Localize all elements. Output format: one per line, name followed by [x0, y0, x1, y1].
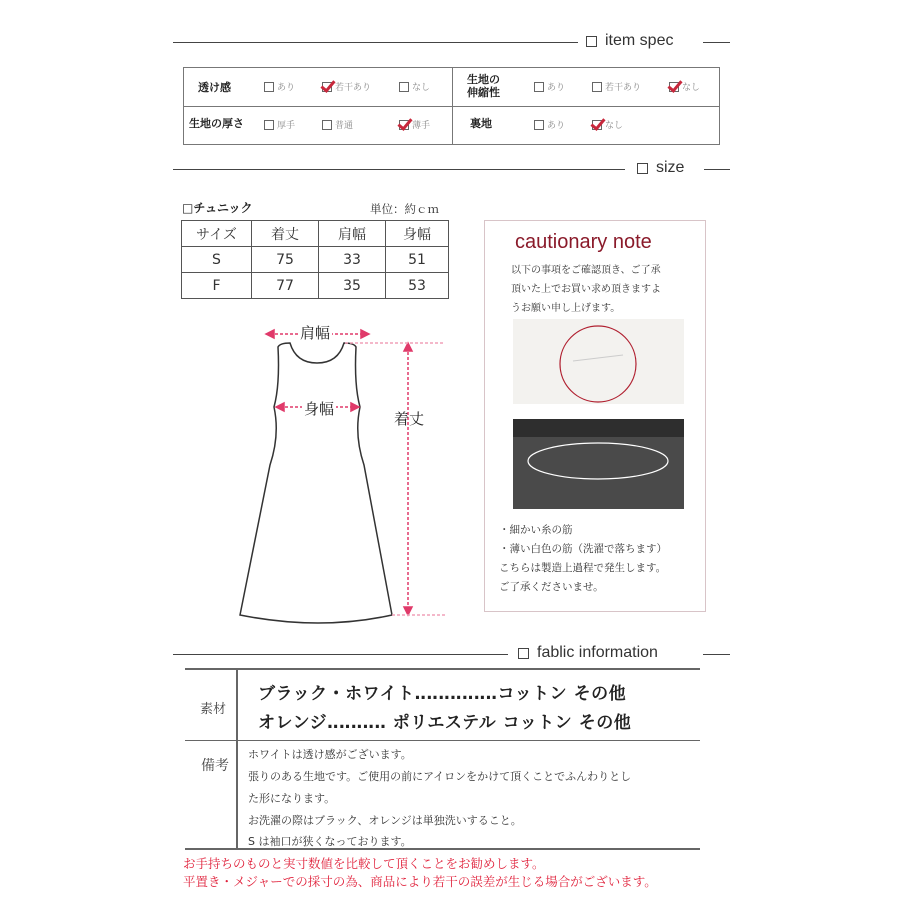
divider	[703, 42, 730, 43]
label-line: 生地の	[467, 73, 500, 86]
divider	[173, 654, 508, 655]
option-stretch-slight	[592, 80, 641, 93]
option-text: 普通	[335, 121, 354, 131]
spec-label-thickness: 生地の厚さ	[189, 117, 244, 130]
checkbox-icon	[534, 120, 544, 130]
square-icon	[637, 163, 648, 174]
option-sheer-no	[399, 80, 430, 93]
checkbox-icon	[592, 82, 602, 92]
cell: 53	[386, 273, 449, 299]
label-shoulder: 肩幅	[300, 324, 331, 342]
caution-title: cautionary note	[515, 231, 652, 253]
divider	[185, 668, 700, 670]
header-cell: 肩幅	[319, 221, 386, 247]
checkbox-checked-icon	[669, 82, 679, 92]
spec-label-lining: 裏地	[470, 117, 492, 130]
warning-line: 平置き・メジャーでの採寸の為、商品により若干の誤差が生じる場合がございます。	[183, 874, 657, 889]
checkbox-checked-icon	[399, 120, 409, 130]
text-line: こちらは製造上過程で発生します。	[499, 562, 667, 574]
text-line: うお願い申し上げます。	[511, 303, 621, 314]
divider	[173, 42, 578, 43]
dress-diagram	[230, 315, 450, 625]
caution-box	[484, 220, 706, 612]
size-table	[181, 220, 449, 299]
text-line: ・薄い白色の筋（洗濯で落ちます）	[499, 543, 667, 555]
header-cell: 着丈	[252, 221, 319, 247]
section-title-fabric	[518, 644, 658, 662]
checkbox-checked-icon	[322, 82, 332, 92]
spec-label-stretch	[467, 73, 500, 99]
option-sheer-yes	[264, 80, 295, 93]
option-text: 若干あり	[335, 83, 372, 93]
warning-line: お手持ちのものと実寸数値を比較して頂くことをお勧めします。	[183, 856, 545, 871]
section-title-text: item spec	[605, 32, 674, 49]
cell: S	[182, 247, 252, 273]
notes-label: 備考	[201, 758, 229, 774]
checkbox-icon	[399, 82, 409, 92]
cell: 77	[252, 273, 319, 299]
note-line: た形になります。	[248, 792, 336, 805]
option-stretch-no	[669, 80, 700, 93]
divider	[703, 654, 730, 655]
section-title-text: size	[656, 159, 685, 176]
text-line: ・細かい糸の筋	[499, 524, 573, 536]
option-normal	[322, 118, 353, 131]
header-cell: 身幅	[386, 221, 449, 247]
dress-outline	[240, 343, 392, 623]
material-line: ブラック・ホワイト‥‥‥‥‥‥‥コットン その他	[258, 684, 627, 704]
table-row	[182, 273, 449, 299]
note-line: 張りのある生地です。ご使用の前にアイロンをかけて頂くことでふんわりとし	[248, 770, 632, 783]
caution-points	[499, 521, 667, 597]
option-lining-no	[592, 118, 623, 131]
note-line: ホワイトは透け感がございます。	[248, 748, 412, 761]
option-text: 薄手	[412, 121, 431, 131]
note-line: S は袖口が狭くなっております。	[248, 835, 412, 848]
cell: 51	[386, 247, 449, 273]
size-unit: 単位：約ｃｍ	[370, 202, 439, 216]
option-text: あり	[547, 121, 566, 131]
option-text: なし	[682, 83, 701, 93]
cell: F	[182, 273, 252, 299]
item-spec-table	[183, 67, 720, 145]
option-text: 若干あり	[605, 83, 642, 93]
photo-thread-line	[513, 319, 684, 404]
divider	[173, 169, 625, 170]
label-length: 着丈	[394, 410, 425, 428]
option-thin	[399, 118, 430, 131]
checkbox-icon	[264, 82, 274, 92]
square-icon	[586, 36, 597, 47]
checkbox-icon	[264, 120, 274, 130]
text-line: 以下の事項をご確認頂き、ご了承	[511, 265, 661, 276]
divider	[185, 740, 700, 741]
table-row	[182, 247, 449, 273]
option-text: 厚手	[277, 121, 296, 131]
size-table-title: □チュニック	[182, 201, 253, 215]
option-thick	[264, 118, 295, 131]
option-text: あり	[277, 83, 296, 93]
spec-label-sheer: 透け感	[198, 81, 231, 94]
text-line: 頂いた上でお買い求め頂きますよ	[511, 284, 661, 295]
square-icon	[518, 648, 529, 659]
section-title-item-spec	[586, 32, 673, 50]
material-label: 素材	[200, 702, 227, 717]
cell: 75	[252, 247, 319, 273]
divider	[236, 668, 238, 848]
section-title-size	[637, 159, 684, 177]
option-lining-yes	[534, 118, 565, 131]
checkbox-icon	[534, 82, 544, 92]
label-body: 身幅	[304, 400, 335, 418]
cell: 35	[319, 273, 386, 299]
option-text: なし	[412, 83, 431, 93]
option-stretch-yes	[534, 80, 565, 93]
divider	[704, 169, 730, 170]
material-line: オレンジ‥‥‥‥‥ ポリエステル コットン その他	[258, 713, 632, 733]
caution-intro	[511, 261, 661, 318]
section-title-text: fablic information	[537, 644, 658, 661]
option-sheer-slight	[322, 80, 371, 93]
cell: 33	[319, 247, 386, 273]
divider	[184, 106, 719, 107]
option-text: あり	[547, 83, 566, 93]
option-text: なし	[605, 121, 624, 131]
note-line: お洗濯の際はブラック、オレンジは単独洗いすること。	[248, 814, 522, 827]
photo-white-streak	[513, 419, 684, 509]
table-header-row	[182, 221, 449, 247]
checkbox-checked-icon	[592, 120, 602, 130]
text-line: ご了承くださいませ。	[499, 581, 604, 593]
checkbox-icon	[322, 120, 332, 130]
label-line: 伸縮性	[467, 86, 500, 99]
header-cell: サイズ	[182, 221, 252, 247]
